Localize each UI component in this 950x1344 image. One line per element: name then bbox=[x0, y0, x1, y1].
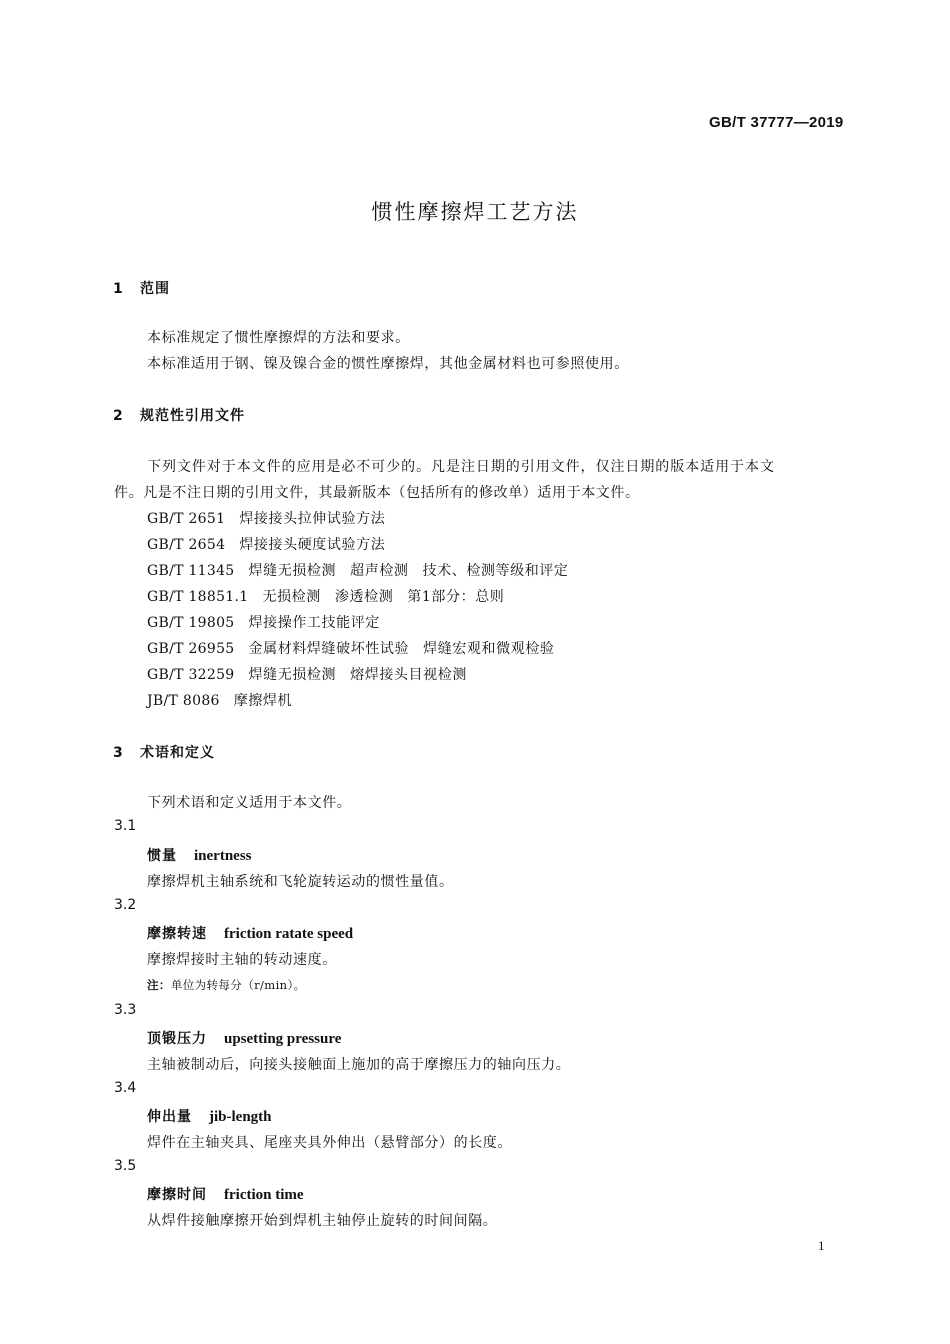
term-number: 3.5 bbox=[114, 1158, 137, 1174]
reference-item bbox=[147, 638, 555, 658]
reference-title: 焊缝无损检测 bbox=[248, 667, 337, 683]
reference-title: 超声检测 bbox=[350, 563, 409, 579]
term-chinese: 惯量 bbox=[147, 848, 177, 864]
reference-code: GB/T 19805 bbox=[147, 615, 235, 631]
term-english: friction time bbox=[224, 1187, 304, 1203]
section-number: 2 bbox=[113, 408, 124, 424]
section-number: 1 bbox=[113, 281, 124, 297]
page-number: 1 bbox=[818, 1238, 825, 1253]
section-1-heading bbox=[113, 278, 170, 298]
reference-title: 焊缝无损检测 bbox=[248, 563, 337, 579]
reference-item bbox=[147, 612, 380, 632]
reference-code: GB/T 11345 bbox=[147, 563, 235, 579]
term-heading bbox=[147, 923, 353, 943]
term-chinese: 摩擦转速 bbox=[147, 926, 207, 942]
reference-title: 焊接操作工技能评定 bbox=[248, 615, 380, 631]
note-label: 注： bbox=[147, 978, 171, 992]
term-chinese: 顶锻压力 bbox=[147, 1031, 207, 1047]
paragraph: 件。凡是不注日期的引用文件，其最新版本（包括所有的修改单）适用于本文件。 bbox=[114, 485, 640, 501]
reference-title: 渗透检测 bbox=[334, 589, 394, 605]
paragraph: 本标准适用于钢、镍及镍合金的惯性摩擦焊，其他金属材料也可参照使用。 bbox=[147, 356, 629, 372]
reference-code: GB/T 2651 bbox=[147, 511, 226, 527]
term-definition: 摩擦焊接时主轴的转动速度。 bbox=[147, 952, 337, 968]
term-heading bbox=[147, 845, 252, 865]
reference-title: 焊接接头硬度试验方法 bbox=[239, 537, 386, 553]
reference-title: 摩擦焊机 bbox=[233, 693, 293, 709]
reference-code: GB/T 18851.1 bbox=[147, 589, 249, 605]
paragraph: 下列文件对于本文件的应用是必不可少的。凡是注日期的引用文件，仅注日期的版本适用于本文 bbox=[147, 459, 775, 475]
reference-title: 技术、检测等级和评定 bbox=[422, 563, 569, 579]
paragraph: 本标准规定了惯性摩擦焊的方法和要求。 bbox=[147, 330, 410, 346]
term-english: inertness bbox=[194, 848, 252, 864]
term-definition: 焊件在主轴夹具、尾座夹具外伸出（悬臂部分）的长度。 bbox=[147, 1135, 512, 1151]
section-number: 3 bbox=[113, 745, 124, 761]
term-heading bbox=[147, 1106, 272, 1126]
reference-title: 熔焊接头目视检测 bbox=[350, 667, 467, 683]
reference-item bbox=[147, 560, 569, 580]
reference-item bbox=[147, 508, 385, 528]
term-number: 3.3 bbox=[114, 1002, 137, 1018]
term-number: 3.4 bbox=[114, 1080, 137, 1096]
term-number: 3.2 bbox=[114, 897, 137, 913]
section-3-heading bbox=[113, 742, 215, 762]
term-note bbox=[147, 977, 306, 993]
document-title: 惯性摩擦焊工艺方法 bbox=[371, 200, 579, 224]
reference-code: GB/T 32259 bbox=[147, 667, 235, 683]
section-2-heading bbox=[113, 405, 245, 425]
reference-item bbox=[147, 534, 385, 554]
paragraph: 下列术语和定义适用于本文件。 bbox=[147, 795, 352, 811]
reference-title: 焊缝宏观和微观检验 bbox=[423, 641, 555, 657]
term-heading bbox=[147, 1028, 341, 1048]
term-number: 3.1 bbox=[114, 818, 137, 834]
reference-item bbox=[147, 586, 504, 606]
reference-title: 金属材料焊缝破坏性试验 bbox=[248, 641, 410, 657]
reference-title: 无损检测 bbox=[262, 589, 321, 605]
term-definition: 从焊件接触摩擦开始到焊机主轴停止旋转的时间间隔。 bbox=[147, 1213, 498, 1229]
reference-item bbox=[147, 664, 467, 684]
section-title: 术语和定义 bbox=[140, 745, 215, 761]
reference-code: GB/T 26955 bbox=[147, 641, 235, 657]
term-english: friction ratate speed bbox=[224, 926, 354, 942]
section-title: 范围 bbox=[140, 281, 170, 297]
reference-title: 第1部分：总则 bbox=[407, 589, 505, 605]
term-definition: 主轴被制动后，向接头接触面上施加的高于摩擦压力的轴向压力。 bbox=[147, 1057, 571, 1073]
reference-code: GB/T 2654 bbox=[147, 537, 226, 553]
note-text: 单位为转每分（r/min）。 bbox=[170, 978, 306, 992]
reference-item bbox=[147, 690, 292, 710]
term-english: jib-length bbox=[209, 1109, 272, 1125]
term-definition: 摩擦焊机主轴系统和飞轮旋转运动的惯性量值。 bbox=[147, 874, 454, 890]
term-english: upsetting pressure bbox=[224, 1031, 342, 1047]
section-title: 规范性引用文件 bbox=[140, 408, 245, 424]
term-chinese: 摩擦时间 bbox=[147, 1187, 207, 1203]
standard-code: GB/T 37777—2019 bbox=[709, 114, 844, 131]
term-heading bbox=[147, 1184, 304, 1204]
term-chinese: 伸出量 bbox=[147, 1109, 192, 1125]
reference-code: JB/T 8086 bbox=[147, 693, 220, 709]
reference-title: 焊接接头拉伸试验方法 bbox=[239, 511, 386, 527]
